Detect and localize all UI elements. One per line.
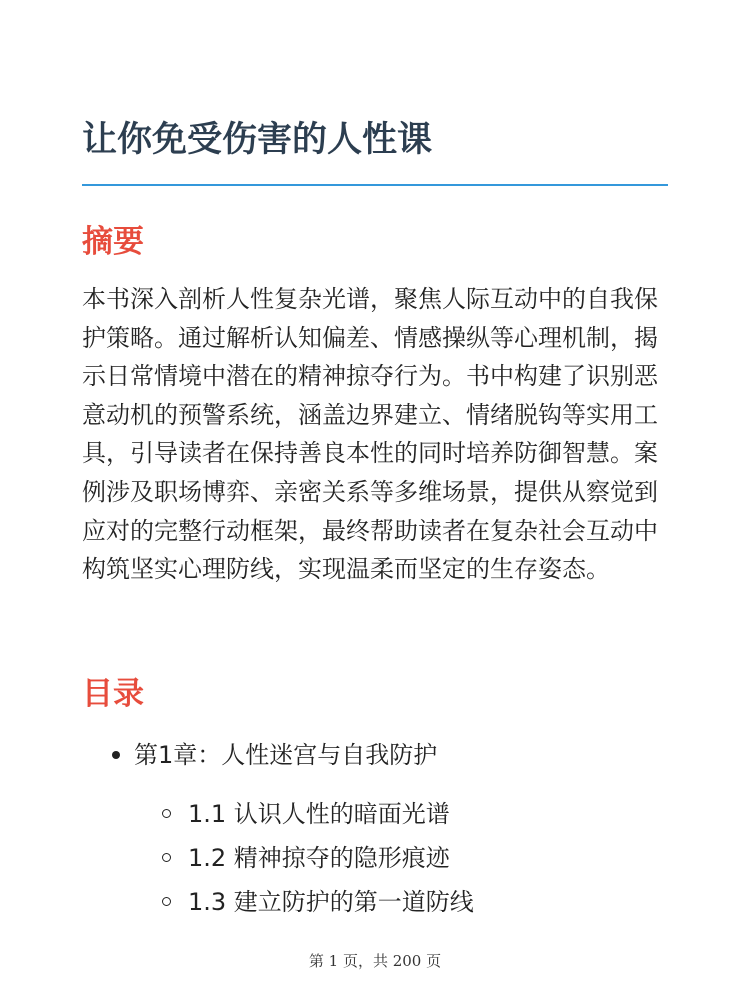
- bullet-circle-icon: [162, 853, 171, 862]
- toc-heading: 目录: [82, 676, 144, 712]
- bullet-circle-icon: [162, 809, 171, 818]
- summary-text: 本书深入剖析人性复杂光谱，聚焦人际互动中的自我保护策略。通过解析认知偏差、情感操纵等心理机制，揭示日常情境中潜在的精神掠夺行为。书中构建了识别恶意动机的预警系统，涵盖边界建立、情绪脱钩等实用工具，引导读者在保持善良本性的同时培养防御智慧。案例涉及职场博弈、亲密关系等多维场景，提供从察觉到应对的完整行动框架，最终帮助读者在复杂社会互动中构筑坚实心理防线，实现温柔而坚定的生存姿态。: [82, 285, 658, 584]
- toc-section-1-2[interactable]: [162, 838, 450, 878]
- toc-section-label: 1.3 建立防护的第一道防线: [188, 888, 474, 916]
- bullet-disc-icon: [112, 751, 120, 759]
- toc-section-1-3[interactable]: [162, 882, 474, 922]
- page-footer: 第 1 页，共 200 页: [308, 952, 442, 970]
- toc-section-label: 1.1 认识人性的暗面光谱: [188, 800, 450, 828]
- document-title: 让你免受伤害的人性课: [82, 120, 433, 160]
- bullet-circle-icon: [162, 897, 171, 906]
- summary-heading: 摘要: [82, 224, 144, 260]
- toc-chapter-label: 第1章：人性迷宫与自我防护: [134, 741, 438, 769]
- toc-section-1-1[interactable]: [162, 794, 450, 834]
- title-divider: [82, 184, 668, 186]
- toc-chapter-1[interactable]: [112, 735, 437, 775]
- toc-section-label: 1.2 精神掠夺的隐形痕迹: [188, 844, 450, 872]
